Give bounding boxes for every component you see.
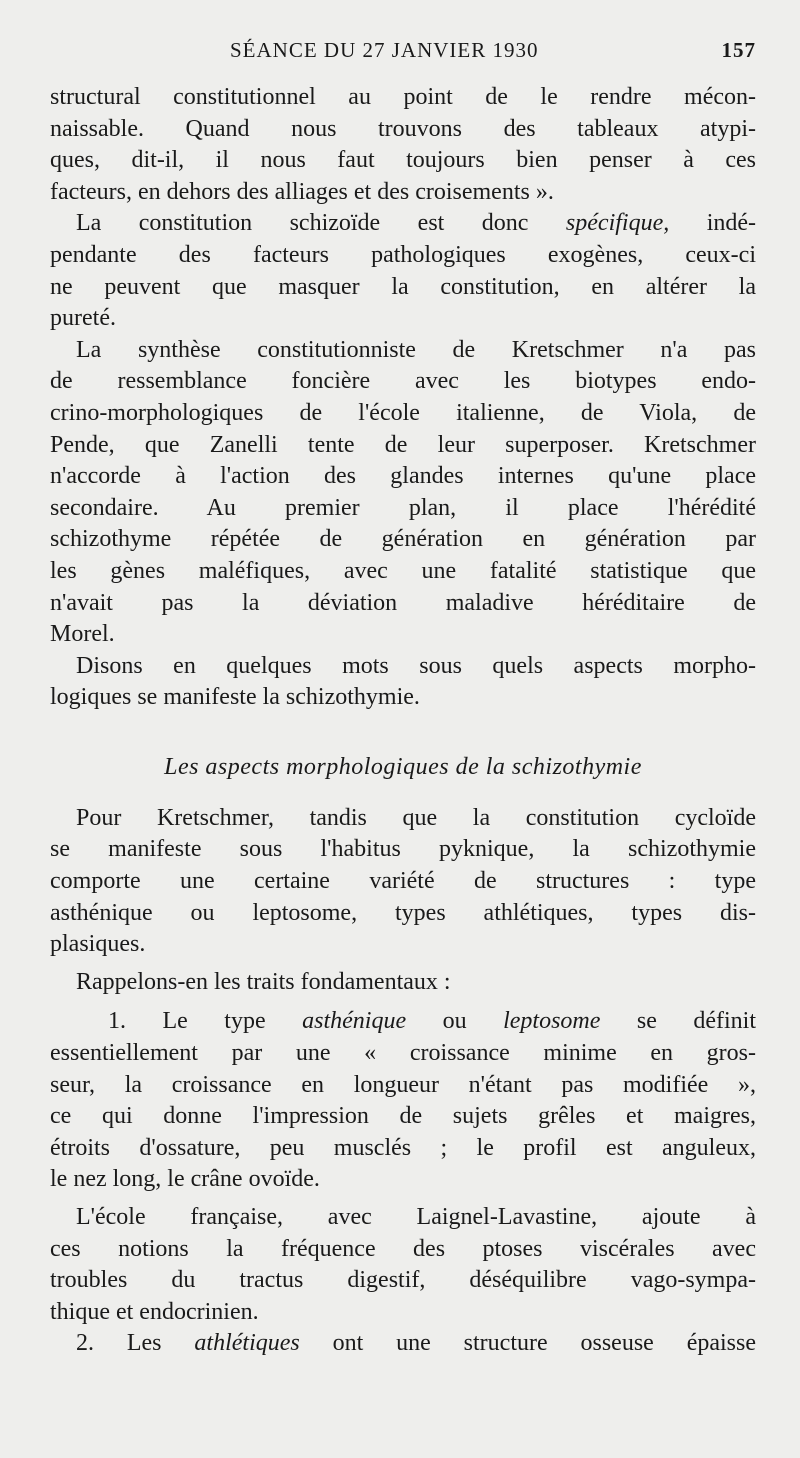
text-run: 2. Les	[76, 1330, 195, 1357]
text-line: La synthèse constitutionniste de Kretschmer n'a pas	[76, 336, 756, 363]
text-line: se manifeste sous l'habitus pyknique, la schizothymie	[50, 836, 756, 863]
text-line: troubles du tractus digestif, déséquilibre vago-sympa-	[50, 1267, 756, 1294]
text-run: ou	[406, 1008, 504, 1035]
text-run: La constitution schizoïde est donc	[76, 210, 566, 237]
text-line: ce qui donne l'impression de sujets grêles et maigres,	[50, 1103, 756, 1130]
text-line: plasiques.	[50, 931, 146, 958]
text-line: Pende, que Zanelli tente de leur superposer. Kretschmer	[50, 431, 756, 458]
text-line: n'accorde à l'action des glandes internes qu'une place	[50, 463, 756, 490]
text-line	[50, 208, 756, 240]
text-run: se définit	[600, 1008, 757, 1035]
text-line: les gènes maléfiques, avec une fatalité statistique que	[50, 557, 756, 584]
text-line: pendante des facteurs pathologiques exogènes, ceux-ci	[50, 241, 756, 268]
text-line	[50, 1328, 756, 1360]
paragraph-2	[50, 208, 756, 334]
text-line: ces notions la fréquence des ptoses viscérales avec	[50, 1235, 756, 1262]
text-line: L'école française, avec Laignel-Lavastine, ajoute à	[76, 1204, 756, 1230]
text-line: Morel.	[50, 621, 115, 648]
text-line: le nez long, le crâne ovoïde.	[50, 1166, 320, 1193]
text-line: de ressemblance foncière avec les biotypes endo-	[50, 368, 756, 395]
text-run: indé-	[669, 210, 757, 237]
paragraph-4	[50, 651, 756, 714]
paragraph-3	[50, 335, 756, 651]
text-line: facteurs, en dehors des alliages et des croisements ».	[50, 178, 554, 205]
text-line: Rappelons-en les traits fondamentaux :	[76, 968, 451, 995]
text-line: ques, dit-il, il nous faut toujours bien penser à ces	[50, 147, 756, 174]
text-run: 1. Le type	[108, 1008, 303, 1035]
text-line: seur, la croissance en longueur n'étant pas modifiée »,	[50, 1071, 756, 1098]
text-line: structural constitutionnel au point de le rendre mécon-	[50, 84, 756, 110]
paragraph-8	[50, 1202, 756, 1328]
text-line: comporte une certaine variété de structures : type	[50, 868, 756, 895]
emphasis-athletiques: athlétiques	[194, 1330, 300, 1357]
paragraph-7	[50, 1006, 756, 1196]
text-line: thique et endocrinien.	[50, 1298, 259, 1325]
text-line: Disons en quelques mots sous quels aspects morpho-	[76, 652, 756, 679]
text-run: ont une structure osseuse épaisse	[299, 1330, 757, 1357]
page-number: 157	[721, 38, 756, 62]
paragraph-6	[50, 967, 756, 999]
paragraph-5	[50, 803, 756, 961]
text-line	[50, 1006, 756, 1038]
text-line: crino-morphologiques de l'école italienne, de Viola, de	[50, 399, 756, 426]
text-line: secondaire. Au premier plan, il place l'hérédité	[50, 494, 756, 521]
emphasis-leptosome: leptosome	[503, 1008, 601, 1035]
emphasis-specifique: spécifique,	[565, 210, 670, 237]
emphasis-asthenique: asthénique	[302, 1008, 407, 1035]
text-line: asthénique ou leptosome, types athlétiques, types dis-	[50, 899, 756, 926]
paragraph-9	[50, 1328, 756, 1360]
text-line: logiques se manifeste la schizothymie.	[50, 684, 420, 711]
running-head: SÉANCE DU 27 JANVIER 1930	[230, 38, 539, 62]
text-line: ne peuvent que masquer la constitution, en altérer la	[50, 273, 756, 300]
text-line: pureté.	[50, 305, 116, 332]
text-line: essentiellement par une « croissance minime en gros-	[50, 1040, 756, 1067]
page-header	[50, 36, 756, 76]
text-line: naissable. Quand nous trouvons des tableaux atypi-	[50, 115, 756, 142]
text-line: étroits d'ossature, peu musclés ; le profil est anguleux,	[50, 1134, 756, 1161]
page-body	[50, 82, 756, 1360]
section-title: Les aspects morphologiques de la schizothymie	[164, 753, 642, 780]
text-line: n'avait pas la déviation maladive héréditaire de	[50, 589, 756, 616]
paragraph-1	[50, 82, 756, 208]
text-line: Pour Kretschmer, tandis que la constitution cycloïde	[76, 804, 756, 831]
text-line: schizothyme répétée de génération en génération par	[50, 526, 756, 553]
